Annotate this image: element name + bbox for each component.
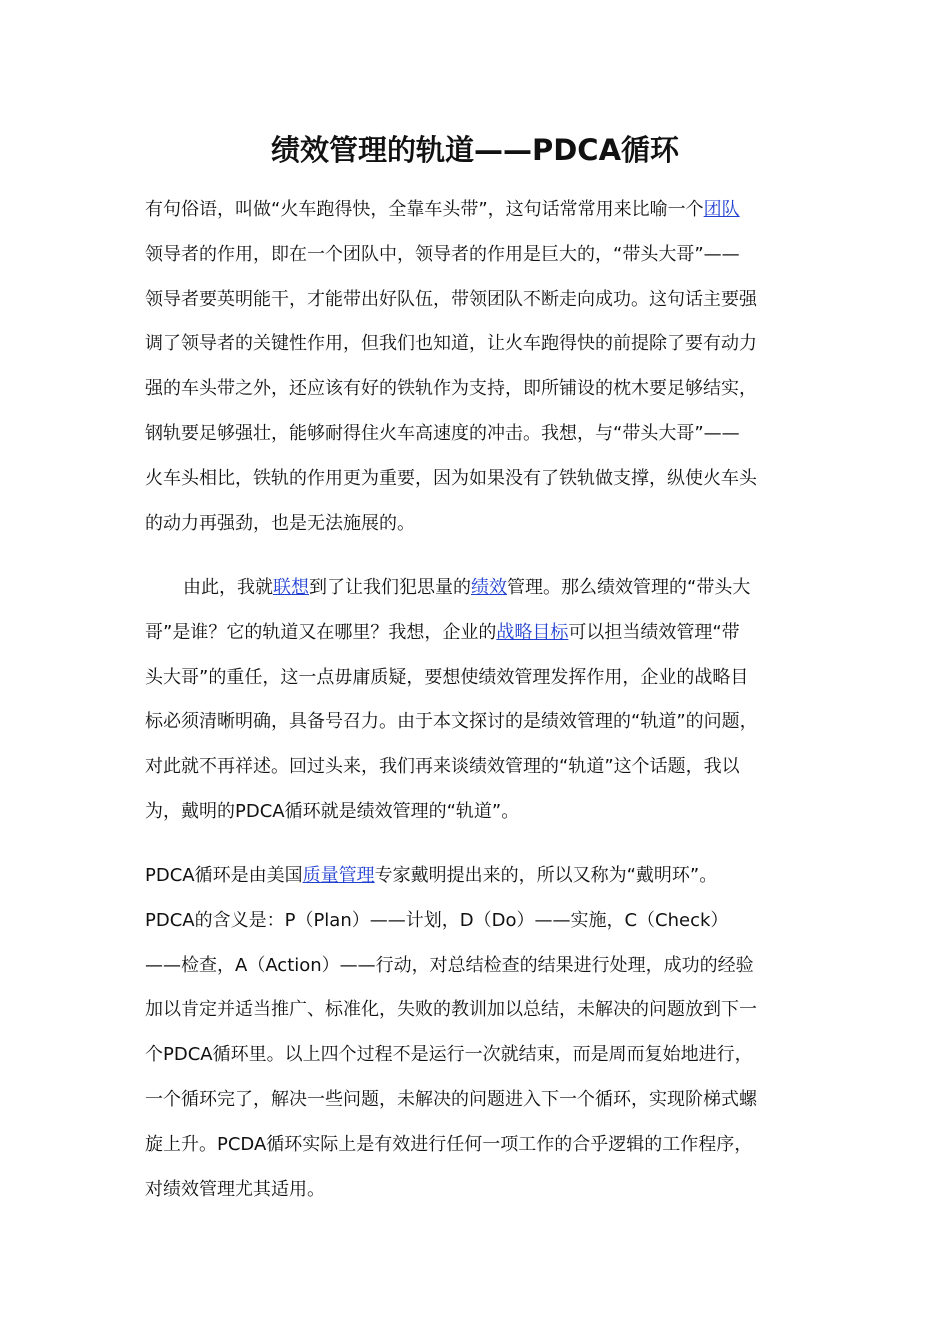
text-line xyxy=(145,1168,805,1213)
text-line xyxy=(145,322,805,367)
text-line xyxy=(145,899,805,944)
text-run: 个PDCA循环里。以上四个过程不是运行一次就结束，而是周而复始地进行， xyxy=(145,1044,753,1066)
text-run: 旋上升。PCDA循环实际上是有效进行任何一项工作的合乎逻辑的工作程序， xyxy=(145,1133,753,1155)
text-run: 由此，我就 xyxy=(183,577,273,598)
text-line xyxy=(145,944,805,989)
text-run: 加以肯定并适当推广、标准化，失败的教训加以总结，未解决的问题放到下一 xyxy=(145,999,757,1021)
text-line xyxy=(145,457,805,502)
text-run: 对此就不再祥述。回过头来，我们再来谈绩效管理的“轨道”这个话题，我以 xyxy=(145,756,740,778)
text-line xyxy=(145,367,805,412)
text-line xyxy=(145,1033,805,1078)
paragraph-1 xyxy=(145,188,805,546)
text-run: 管理。那么绩效管理的“带头大 xyxy=(507,577,751,598)
text-line xyxy=(145,745,805,790)
text-line xyxy=(145,502,805,547)
hyperlink[interactable]: 质量管理 xyxy=(302,865,375,886)
hyperlink[interactable]: 团队 xyxy=(703,199,740,220)
text-run: 强的车头带之外，还应该有好的铁轨作为支持，即所铺设的枕木要足够结实， xyxy=(145,378,757,400)
text-line xyxy=(145,988,805,1033)
text-line xyxy=(145,700,805,745)
text-line xyxy=(145,188,805,233)
text-run: 有句俗语，叫做“火车跑得快，全靠车头带”，这句话常常用来比喻一个 xyxy=(145,199,704,220)
text-run: ——检查，A（Action）——行动，对总结检查的结果进行处理，成功的经验 xyxy=(145,954,754,976)
text-line xyxy=(145,233,805,278)
text-run: 一个循环完了，解决一些问题，未解决的问题进入下一个循环，实现阶梯式螺 xyxy=(145,1088,757,1110)
text-run: 可以担当绩效管理“带 xyxy=(568,621,740,643)
hyperlink[interactable]: 联想 xyxy=(273,577,309,598)
text-run: 到了让我们犯思量的 xyxy=(309,577,471,598)
text-run: 专家戴明提出来的，所以又称为“戴明环”。 xyxy=(374,865,718,886)
hyperlink[interactable]: 战略目标 xyxy=(496,621,569,643)
text-run: 对绩效管理尤其适用。 xyxy=(145,1178,325,1200)
text-line xyxy=(145,611,805,656)
text-run: 领导者的作用，即在一个团队中，领导者的作用是巨大的，“带头大哥”—— xyxy=(145,243,740,265)
hyperlink[interactable]: 绩效 xyxy=(471,577,507,598)
text-run: 钢轨要足够强壮，能够耐得住火车高速度的冲击。我想，与“带头大哥”—— xyxy=(145,422,740,444)
text-run: 标必须清晰明确，具备号召力。由于本文探讨的是绩效管理的“轨道”的问题， xyxy=(145,711,758,733)
document-title: 绩效管理的轨道——PDCA循环 xyxy=(270,133,680,167)
paragraph-3 xyxy=(145,854,805,1212)
text-run: 头大哥”的重任，这一点毋庸质疑，要想使绩效管理发挥作用，企业的战略目 xyxy=(145,666,749,688)
paragraph-2 xyxy=(145,566,805,835)
text-line xyxy=(145,656,805,701)
text-run: 哥”是谁？它的轨道又在哪里？我想，企业的 xyxy=(145,621,497,643)
text-line xyxy=(145,412,805,457)
text-run: 火车头相比，铁轨的作用更为重要，因为如果没有了铁轨做支撑，纵使火车头 xyxy=(145,467,757,489)
text-run: PDCA的含义是：P（Plan）——计划，D（Do）——实施，C（Check） xyxy=(145,909,729,931)
text-run: PDCA循环是由美国 xyxy=(145,865,303,886)
text-run: 为，戴明的PDCA循环就是绩效管理的“轨道”。 xyxy=(145,800,520,822)
text-run: 的动力再强劲，也是无法施展的。 xyxy=(145,512,415,534)
text-line xyxy=(145,854,805,899)
text-line xyxy=(145,1123,805,1168)
text-line xyxy=(145,1078,805,1123)
text-line xyxy=(145,566,805,611)
text-run: 调了领导者的关键性作用，但我们也知道，让火车跑得快的前提除了要有动力 xyxy=(145,333,757,355)
text-line xyxy=(145,278,805,323)
text-run: 领导者要英明能干，才能带出好队伍，带领团队不断走向成功。这句话主要强 xyxy=(145,288,757,310)
text-line xyxy=(145,790,805,835)
